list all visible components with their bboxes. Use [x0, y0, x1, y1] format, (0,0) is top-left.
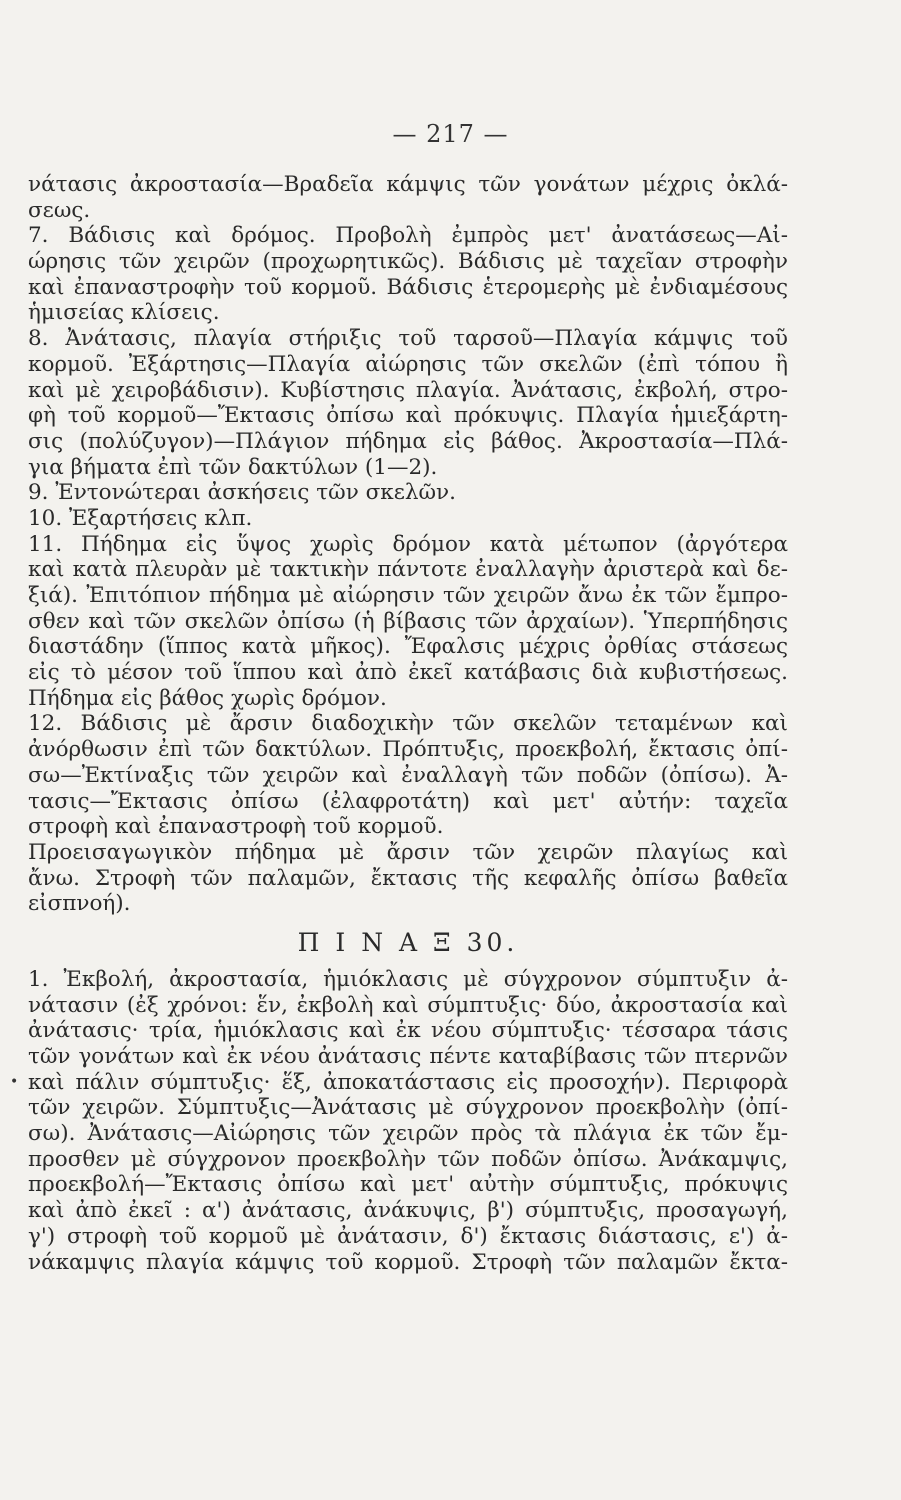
text-line: φὴ τοῦ κορμοῦ—Ἔκτασις ὀπίσω καὶ πρόκυψις. Πλαγία ἡμιεξάρτη-	[28, 403, 788, 429]
text-line: 9. Ἐντονώτεραι ἀσκήσεις τῶν σκελῶν.	[28, 480, 456, 506]
text-line: 10. Ἐξαρτήσεις κλπ.	[28, 505, 253, 531]
text-line: εἰς τὸ μέσον τοῦ ἵππου καὶ ἀπὸ ἐκεῖ κατάβασις διὰ κυβιστήσεως.	[28, 660, 788, 686]
text-line: 1. Ἐκβολή, ἀκροστασία, ἡμιόκλασις μὲ σύγχρονον σύμπτυξιν ἀ-	[28, 966, 788, 992]
text-line: 7. Βάδισις καὶ δρόμος. Προβολὴ ἐμπρὸς μετ' ἀνατάσεως—Αἰ-	[28, 223, 788, 249]
text-line: 12. Βάδισις μὲ ἄρσιν διαδοχικὴν τῶν σκελῶν τεταμένων καὶ	[28, 711, 788, 737]
text-line: σω—Ἐκτίναξις τῶν χειρῶν καὶ ἐναλλαγὴ τῶν ποδῶν (ὀπίσω). Ἀ-	[28, 762, 788, 788]
margin-dot: •	[10, 1074, 19, 1090]
text-line: τῶν χειρῶν. Σύμπτυξις—Ἀνάτασις μὲ σύγχρονον προεκβολὴν (ὀπί-	[28, 1095, 788, 1121]
text-line: ἀνόρθωσιν ἐπὶ τῶν δακτύλων. Πρόπτυξις, προεκβολή, ἔκτασις ὀπί-	[28, 737, 788, 763]
text-line: καὶ ἀπὸ ἐκεῖ : α') ἀνάτασις, ἀνάκυψις, β') σύμπτυξις, προσαγωγή,	[28, 1198, 788, 1224]
text-line: σω). Ἀνάτασις—Αἰώρησις τῶν χειρῶν πρὸς τὰ πλάγια ἐκ τῶν ἔμ-	[28, 1121, 788, 1147]
text-line: διαστάδην (ἵππος κατὰ μῆκος). Ἔφαλσις μέχρις ὀρθίας στάσεως	[28, 634, 788, 660]
text-line: 11. Πήδημα εἰς ὕψος χωρὶς δρόμον κατὰ μέτωπον (ἀργότερα	[28, 531, 788, 557]
text-line: σεως.	[28, 197, 91, 223]
text-line: ἡμισείας κλίσεις.	[28, 300, 220, 326]
text-line: σις (πολύζυγον)—Πλάγιον πήδημα εἰς βάθος. Ἀκροστασία—Πλά-	[28, 428, 788, 454]
text-line: Πήδημα εἰς βάθος χωρὶς δρόμον.	[28, 685, 387, 711]
text-line: στροφὴ καὶ ἐπαναστροφὴ τοῦ κορμοῦ.	[28, 814, 444, 840]
text-line: καὶ πάλιν σύμπτυξις· ἕξ, ἀποκατάστασις εἰς προσοχήν). Περιφορὰ	[28, 1069, 788, 1095]
text-line: ἄνω. Στροφὴ τῶν παλαμῶν, ἔκτασις τῆς κεφαλῆς ὀπίσω βαθεῖα	[28, 865, 788, 891]
text-line: τῶν γονάτων καὶ ἐκ νέου ἀνάτασις πέντε καταβίβασις τῶν πτερνῶν	[28, 1044, 788, 1069]
text-line: προεκβολή—Ἔκτασις ὀπίσω καὶ μετ' αὐτὴν σύμπτυξις, πρόκυψις	[28, 1172, 788, 1198]
text-line: προσθεν μὲ σύγχρονον προεκβολὴν τῶν ποδῶν ὀπίσω. Ἀνάκαμψις,	[28, 1146, 788, 1172]
text-block	[28, 172, 788, 1275]
text-line: 8. Ἀνάτασις, πλαγία στήριξις τοῦ ταρσοῦ—Πλαγία κάμψις τοῦ	[28, 326, 788, 352]
text-line: για βήματα ἐπὶ τῶν δακτύλων (1—2).	[28, 454, 438, 480]
text-line: ώρησις τῶν χειρῶν (προχωρητικῶς). Βάδισις μὲ ταχεῖαν στροφὴν	[28, 249, 788, 275]
text-line: κορμοῦ. Ἐξάρτησις—Πλαγία αἰώρησις τῶν σκελῶν (ἐπὶ τόπου ἢ	[28, 351, 788, 377]
text-line: ξιά). Ἐπιτόπιον πήδημα μὲ αἰώρησιν τῶν χειρῶν ἄνω ἐκ τῶν ἔμπρο-	[28, 583, 788, 608]
text-line: καὶ κατὰ πλευρὰν μὲ τακτικὴν πάντοτε ἐναλλαγὴν ἀριστερὰ καὶ δε-	[28, 557, 788, 583]
text-line: καὶ ἐπαναστροφὴν τοῦ κορμοῦ. Βάδισις ἑτερομερὴς μὲ ἐνδιαμέσους	[28, 274, 788, 300]
text-line: καὶ μὲ χειροβάδισιν). Κυβίστησις πλαγία. Ἀνάτασις, ἐκβολή, στρο-	[28, 377, 788, 403]
text-line: ἀνάτασις· τρία, ἡμιόκλασις καὶ ἐκ νέου σύμπτυξις· τέσσαρα τάσις	[28, 1018, 788, 1044]
page-number: — 217 —	[392, 120, 509, 148]
paragraph-section-2	[28, 967, 788, 1275]
paragraph-section-1	[28, 172, 788, 917]
text-line: Προεισαγωγικὸν πήδημα μὲ ἄρσιν τῶν χειρῶν πλαγίως καὶ	[28, 839, 788, 865]
text-line: νάτασις ἀκροστασία—Βραδεῖα κάμψις τῶν γονάτων μέχρις ὀκλά-	[28, 172, 788, 197]
text-line: τασις—Ἔκτασις ὀπίσω (ἐλαφροτάτη) καὶ μετ' αὐτήν: ταχεῖα	[28, 788, 788, 814]
text-line: γ') στροφὴ τοῦ κορμοῦ μὲ ἀνάτασιν, δ') ἔκτασις διάστασις, ε') ἀ-	[28, 1223, 788, 1249]
text-line: εἰσπνοή).	[28, 891, 131, 917]
table-heading: Π Ι Ν Α Ξ 30.	[297, 927, 519, 957]
text-line: νάκαμψις πλαγία κάμψις τοῦ κορμοῦ. Στροφὴ τῶν παλαμῶν ἔκτα-	[28, 1249, 788, 1275]
text-line: νάτασιν (ἐξ χρόνοι: ἕν, ἐκβολὴ καὶ σύμπτυξις· δύο, ἀκροστασία καὶ	[28, 992, 788, 1018]
text-line: σθεν καὶ τῶν σκελῶν ὀπίσω (ἡ βίβασις τῶν ἀρχαίων). Ὑπερπήδησις	[28, 608, 788, 634]
